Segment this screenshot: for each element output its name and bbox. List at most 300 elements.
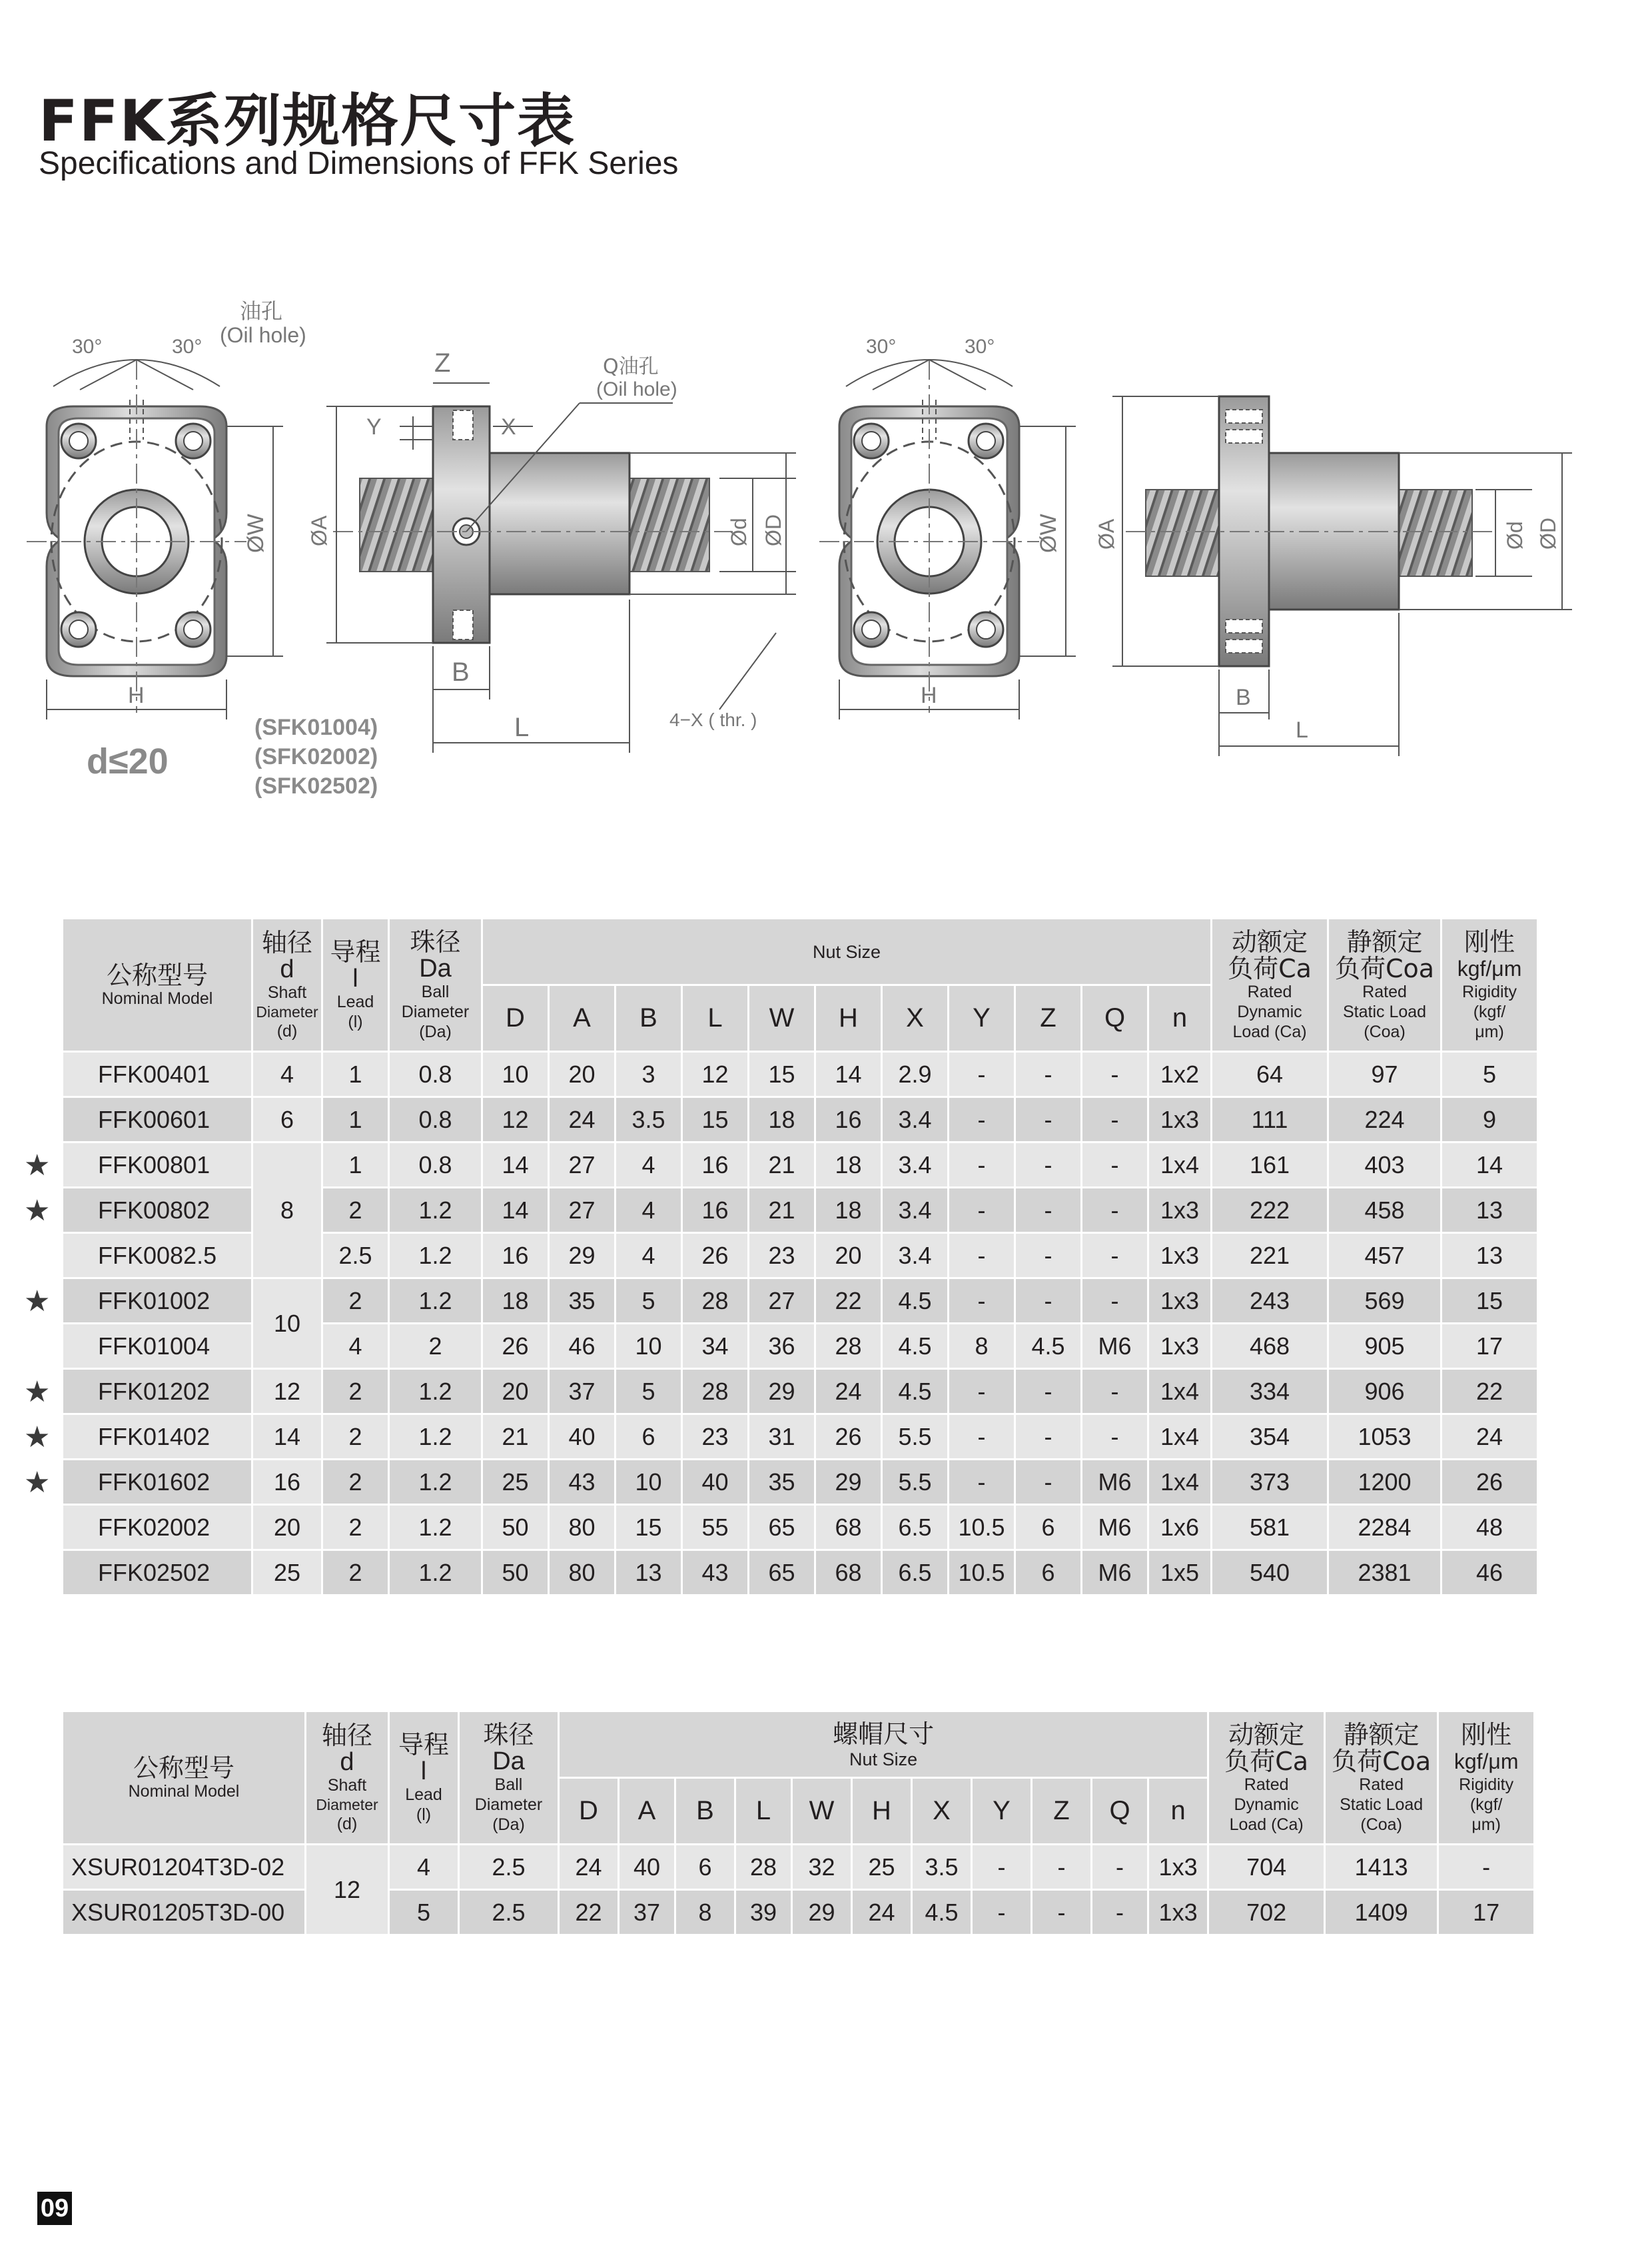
dim-x-cell: 2.9 [883, 1053, 949, 1098]
dim-x-cell: 3.4 [883, 1188, 949, 1234]
dim-h-label-right: H [921, 683, 937, 708]
dim-a-cell: 40 [620, 1845, 676, 1891]
static-load-cell: 97 [1329, 1053, 1442, 1098]
dim-q-cell: - [1082, 1415, 1149, 1460]
header-dim-n: n [1149, 1779, 1209, 1845]
shaft-diameter-cell: 6 [253, 1098, 323, 1143]
dim-x-cell: 3.4 [883, 1143, 949, 1188]
dim-w-cell: 21 [749, 1143, 816, 1188]
header-static-load: 静额定 负荷Coa Rated Static Load (Coa) [1329, 919, 1442, 1053]
model-cell: FFK02002 [63, 1506, 253, 1551]
dim-h-cell: 29 [816, 1460, 883, 1506]
dim-b-cell: 5 [616, 1279, 683, 1324]
dim-w-cell: 36 [749, 1324, 816, 1370]
header-lead: 导程 l Lead (l) [323, 919, 390, 1053]
dim-y-cell: - [949, 1234, 1016, 1279]
dim-h-cell: 24 [816, 1370, 883, 1415]
header-nut-size: 螺帽尺寸 Nut Size [560, 1712, 1209, 1779]
xsur-spec-table [63, 1712, 1535, 1936]
dim-d-large-label-right: ØD [1536, 518, 1560, 550]
dim-b-cell: 4 [616, 1234, 683, 1279]
dim-d-cell: 12 [483, 1098, 550, 1143]
shaft-diameter-cell: 8 [253, 1143, 323, 1279]
sfk-model: (SFK01004) [254, 715, 378, 740]
dim-a-cell: 29 [550, 1234, 616, 1279]
header-dim-z: Z [1032, 1779, 1092, 1845]
shaft-diameter-cell: 20 [253, 1506, 323, 1551]
dynamic-load-cell: 334 [1212, 1370, 1329, 1415]
dim-z-label: Z [434, 348, 451, 378]
angle-label-right-right-view: 30° [965, 336, 995, 358]
dim-h-cell: 68 [816, 1506, 883, 1551]
rigidity-cell: 9 [1442, 1098, 1539, 1143]
recommended-star-icon: ★ [24, 1376, 51, 1408]
header-dim-q: Q [1092, 1779, 1149, 1845]
dynamic-load-cell: 540 [1212, 1551, 1329, 1596]
dynamic-load-cell: 704 [1209, 1845, 1326, 1891]
dim-w-cell: 65 [749, 1551, 816, 1596]
angle-label-left-right-view: 30° [866, 336, 897, 358]
dim-n-cell: 1x5 [1149, 1551, 1212, 1596]
dim-b-cell: 3.5 [616, 1098, 683, 1143]
rigidity-cell: - [1439, 1845, 1535, 1891]
dim-q-cell: - [1082, 1370, 1149, 1415]
dim-n-cell: 1x3 [1149, 1845, 1209, 1891]
rigidity-cell: 13 [1442, 1188, 1539, 1234]
thread-label: 4−X ( thr. ) [669, 709, 757, 730]
dim-z-cell: - [1032, 1845, 1092, 1891]
static-load-cell: 1200 [1329, 1460, 1442, 1506]
recommended-star-icon: ★ [24, 1149, 51, 1182]
header-model: 公称型号 Nominal Model [63, 1712, 306, 1845]
dim-w-cell: 21 [749, 1188, 816, 1234]
rigidity-cell: 17 [1439, 1891, 1535, 1936]
dim-w-cell: 32 [793, 1845, 853, 1891]
dynamic-load-cell: 64 [1212, 1053, 1329, 1098]
dim-q-cell: M6 [1082, 1324, 1149, 1370]
dim-l-cell: 26 [683, 1234, 749, 1279]
header-dim-z: Z [1016, 986, 1082, 1053]
dim-y-cell: - [973, 1845, 1032, 1891]
angle-label-right: 30° [172, 336, 203, 358]
dim-q-cell: - [1092, 1891, 1149, 1936]
dim-q-cell: - [1092, 1845, 1149, 1891]
header-dynamic-load: 动额定 负荷Ca Rated Dynamic Load (Ca) [1212, 919, 1329, 1053]
dim-z-cell: 6 [1016, 1506, 1082, 1551]
ball-diameter-cell: 0.8 [390, 1143, 483, 1188]
header-rigidity: 刚性 kgf/μm Rigidity (kgf/ μm) [1442, 919, 1539, 1053]
dim-n-cell: 1x4 [1149, 1370, 1212, 1415]
page-subtitle: Specifications and Dimensions of FFK Series [39, 146, 679, 181]
model-cell: FFK0082.5 [63, 1234, 253, 1279]
dim-a-cell: 80 [550, 1506, 616, 1551]
dim-d-cell: 18 [483, 1279, 550, 1324]
dim-q-cell: M6 [1082, 1460, 1149, 1506]
dynamic-load-cell: 702 [1209, 1891, 1326, 1936]
header-dim-q: Q [1082, 986, 1149, 1053]
model-cell: FFK01402 [63, 1415, 253, 1460]
header-dim-l: L [736, 1779, 793, 1845]
dim-n-cell: 1x6 [1149, 1506, 1212, 1551]
q-oil-hole-label-en: (Oil hole) [596, 378, 677, 400]
header-ball: 珠径 Da Ball Diameter (Da) [390, 919, 483, 1053]
dim-l-cell: 34 [683, 1324, 749, 1370]
ball-diameter-cell: 1.2 [390, 1506, 483, 1551]
shaft-diameter-cell: 14 [253, 1415, 323, 1460]
lead-cell: 2 [323, 1188, 390, 1234]
dim-z-cell: - [1016, 1234, 1082, 1279]
shaft-diameter-cell: 16 [253, 1460, 323, 1506]
ball-diameter-cell: 2 [390, 1324, 483, 1370]
dim-x-cell: 5.5 [883, 1460, 949, 1506]
dim-l-label-left: L [514, 713, 530, 742]
dim-q-cell: - [1082, 1279, 1149, 1324]
dim-d-cell: 50 [483, 1506, 550, 1551]
dim-a-cell: 27 [550, 1188, 616, 1234]
shaft-diameter-cell: 12 [253, 1370, 323, 1415]
lead-cell: 2 [323, 1370, 390, 1415]
ffk-spec-table [63, 919, 1539, 1596]
dim-y-cell: - [973, 1891, 1032, 1936]
header-dim-d: D [483, 986, 550, 1053]
dim-a-cell: 20 [550, 1053, 616, 1098]
shaft-diameter-cell: 4 [253, 1053, 323, 1098]
table-row [63, 1370, 1539, 1415]
lead-cell: 1 [323, 1098, 390, 1143]
sfk-model-list [254, 713, 378, 801]
dim-a-cell: 35 [550, 1279, 616, 1324]
rigidity-cell: 17 [1442, 1324, 1539, 1370]
dim-w-label-right: ØW [1036, 514, 1061, 553]
table-row [63, 1143, 1539, 1188]
static-load-cell: 906 [1329, 1370, 1442, 1415]
rigidity-cell: 26 [1442, 1460, 1539, 1506]
ball-diameter-cell: 1.2 [390, 1234, 483, 1279]
dim-y-cell: - [949, 1143, 1016, 1188]
dim-n-cell: 1x4 [1149, 1415, 1212, 1460]
header-dim-b: B [676, 1779, 736, 1845]
dim-h-cell: 28 [816, 1324, 883, 1370]
header-dim-y: Y [973, 1779, 1032, 1845]
static-load-cell: 569 [1329, 1279, 1442, 1324]
dim-a-cell: 43 [550, 1460, 616, 1506]
dim-x-label: X [501, 414, 516, 440]
table-row [63, 1053, 1539, 1098]
dim-h-cell: 16 [816, 1098, 883, 1143]
header-shaft: 轴径 d Shaft Diameter (d) [253, 919, 323, 1053]
ball-diameter-cell: 1.2 [390, 1279, 483, 1324]
dim-h-cell: 24 [853, 1891, 913, 1936]
dim-y-cell: - [949, 1188, 1016, 1234]
dim-n-cell: 1x3 [1149, 1234, 1212, 1279]
model-cell: FFK00401 [63, 1053, 253, 1098]
header-dim-l: L [683, 986, 749, 1053]
dim-a-cell: 40 [550, 1415, 616, 1460]
header-dim-x: X [913, 1779, 973, 1845]
model-cell: FFK01004 [63, 1324, 253, 1370]
dim-h-label: H [128, 683, 145, 708]
dim-b-label-left: B [452, 658, 470, 687]
header-dynamic-load: 动额定 负荷Ca Rated Dynamic Load (Ca) [1209, 1712, 1326, 1845]
dim-z-cell: - [1032, 1891, 1092, 1936]
ball-diameter-cell: 2.5 [460, 1845, 560, 1891]
rigidity-cell: 48 [1442, 1506, 1539, 1551]
dim-h-cell: 18 [816, 1143, 883, 1188]
header-dim-a: A [550, 986, 616, 1053]
dim-l-cell: 43 [683, 1551, 749, 1596]
header-dim-w: W [749, 986, 816, 1053]
ball-diameter-cell: 1.2 [390, 1370, 483, 1415]
dim-l-cell: 15 [683, 1098, 749, 1143]
dim-w-cell: 15 [749, 1053, 816, 1098]
static-load-cell: 1409 [1326, 1891, 1439, 1936]
dim-x-cell: 4.5 [883, 1324, 949, 1370]
dim-x-cell: 3.4 [883, 1098, 949, 1143]
dim-x-cell: 4.5 [883, 1370, 949, 1415]
ball-diameter-cell: 1.2 [390, 1415, 483, 1460]
dim-d-cell: 24 [560, 1845, 620, 1891]
rigidity-cell: 15 [1442, 1279, 1539, 1324]
dim-h-cell: 68 [816, 1551, 883, 1596]
dim-l-cell: 16 [683, 1188, 749, 1234]
lead-cell: 4 [390, 1845, 460, 1891]
q-oil-hole-label-cn: Q油孔 [603, 355, 659, 378]
dim-q-cell: - [1082, 1234, 1149, 1279]
dim-h-cell: 18 [816, 1188, 883, 1234]
dim-l-cell: 12 [683, 1053, 749, 1098]
lead-cell: 2 [323, 1279, 390, 1324]
shaft-diameter-cell: 12 [306, 1845, 390, 1936]
model-cell: FFK01202 [63, 1370, 253, 1415]
header-model: 公称型号 Nominal Model [63, 919, 253, 1053]
header-dim-x: X [883, 986, 949, 1053]
dim-n-cell: 1x2 [1149, 1053, 1212, 1098]
header-dim-b: B [616, 986, 683, 1053]
header-lead: 导程 l Lead (l) [390, 1712, 460, 1845]
dim-h-cell: 20 [816, 1234, 883, 1279]
dim-z-cell: 6 [1016, 1551, 1082, 1596]
lead-cell: 2 [323, 1415, 390, 1460]
dim-b-cell: 10 [616, 1460, 683, 1506]
lead-cell: 4 [323, 1324, 390, 1370]
dynamic-load-cell: 111 [1212, 1098, 1329, 1143]
dim-w-cell: 65 [749, 1506, 816, 1551]
dim-d-large-label-left: ØD [761, 514, 785, 546]
dim-x-cell: 4.5 [883, 1279, 949, 1324]
recommended-star-icon: ★ [24, 1194, 51, 1227]
shaft-diameter-cell: 10 [253, 1279, 323, 1370]
ball-diameter-cell: 1.2 [390, 1551, 483, 1596]
dim-l-cell: 28 [683, 1370, 749, 1415]
dim-h-cell: 14 [816, 1053, 883, 1098]
dim-b-cell: 4 [616, 1143, 683, 1188]
rigidity-cell: 5 [1442, 1053, 1539, 1098]
dim-a-cell: 27 [550, 1143, 616, 1188]
dim-x-cell: 6.5 [883, 1551, 949, 1596]
static-load-cell: 2284 [1329, 1506, 1442, 1551]
dim-y-cell: 10.5 [949, 1551, 1016, 1596]
ball-diameter-cell: 1.2 [390, 1188, 483, 1234]
header-ball: 珠径 Da Ball Diameter (Da) [460, 1712, 560, 1845]
static-load-cell: 2381 [1329, 1551, 1442, 1596]
static-load-cell: 457 [1329, 1234, 1442, 1279]
lead-cell: 1 [323, 1053, 390, 1098]
dim-y-cell: - [949, 1098, 1016, 1143]
dim-n-cell: 1x4 [1149, 1143, 1212, 1188]
nut-technical-drawings [0, 286, 1652, 806]
dim-y-cell: 10.5 [949, 1506, 1016, 1551]
dim-x-cell: 4.5 [913, 1891, 973, 1936]
sfk-model: (SFK02502) [254, 773, 378, 799]
header-dim-d: D [560, 1779, 620, 1845]
table-row [63, 1460, 1539, 1506]
dim-y-cell: - [949, 1460, 1016, 1506]
dynamic-load-cell: 468 [1212, 1324, 1329, 1370]
dim-l-label-right: L [1296, 717, 1308, 743]
dim-l-cell: 40 [683, 1460, 749, 1506]
dim-a-cell: 37 [550, 1370, 616, 1415]
dim-b-cell: 5 [616, 1370, 683, 1415]
rigidity-cell: 13 [1442, 1234, 1539, 1279]
dim-q-cell: - [1082, 1098, 1149, 1143]
header-dim-a: A [620, 1779, 676, 1845]
dim-a-cell: 80 [550, 1551, 616, 1596]
dim-z-cell: - [1016, 1053, 1082, 1098]
table-row [63, 1891, 1535, 1936]
header-nut-size: Nut Size [483, 919, 1212, 986]
dim-w-cell: 29 [749, 1370, 816, 1415]
dim-a-label-left: ØA [307, 515, 331, 546]
model-cell: FFK00801 [63, 1143, 253, 1188]
model-cell: FFK00802 [63, 1188, 253, 1234]
recommended-star-icon: ★ [24, 1466, 51, 1499]
ball-diameter-cell: 1.2 [390, 1460, 483, 1506]
dim-b-cell: 8 [676, 1891, 736, 1936]
dim-y-cell: 8 [949, 1324, 1016, 1370]
dim-w-cell: 18 [749, 1098, 816, 1143]
dim-q-cell: M6 [1082, 1551, 1149, 1596]
lead-cell: 2 [323, 1506, 390, 1551]
dim-n-cell: 1x4 [1149, 1460, 1212, 1506]
dim-w-cell: 35 [749, 1460, 816, 1506]
model-cell: FFK02502 [63, 1551, 253, 1596]
dim-d-cell: 14 [483, 1143, 550, 1188]
dim-q-cell: M6 [1082, 1506, 1149, 1551]
recommended-star-icon: ★ [24, 1421, 51, 1454]
dim-d-cell: 21 [483, 1415, 550, 1460]
dim-q-cell: - [1082, 1053, 1149, 1098]
dim-w-cell: 31 [749, 1415, 816, 1460]
dim-z-cell: - [1016, 1143, 1082, 1188]
lead-cell: 5 [390, 1891, 460, 1936]
dim-z-cell: - [1016, 1415, 1082, 1460]
ball-diameter-cell: 0.8 [390, 1053, 483, 1098]
ball-diameter-cell: 0.8 [390, 1098, 483, 1143]
dim-l-cell: 23 [683, 1415, 749, 1460]
header-dim-h: H [853, 1779, 913, 1845]
dim-z-cell: - [1016, 1279, 1082, 1324]
static-load-cell: 403 [1329, 1143, 1442, 1188]
table-row [63, 1098, 1539, 1143]
header-static-load: 静额定 负荷Coa Rated Static Load (Coa) [1326, 1712, 1439, 1845]
dim-w-cell: 27 [749, 1279, 816, 1324]
dynamic-load-cell: 222 [1212, 1188, 1329, 1234]
lead-cell: 2 [323, 1460, 390, 1506]
dim-y-cell: - [949, 1279, 1016, 1324]
sfk-model: (SFK02002) [254, 744, 378, 769]
dim-z-cell: - [1016, 1098, 1082, 1143]
static-load-cell: 1053 [1329, 1415, 1442, 1460]
dynamic-load-cell: 373 [1212, 1460, 1329, 1506]
dim-y-cell: - [949, 1415, 1016, 1460]
dim-h-cell: 26 [816, 1415, 883, 1460]
rigidity-cell: 46 [1442, 1551, 1539, 1596]
oil-hole-label-cn: 油孔 [240, 298, 283, 324]
diameter-range-label: d≤20 [87, 741, 169, 781]
header-dim-y: Y [949, 986, 1016, 1053]
static-load-cell: 1413 [1326, 1845, 1439, 1891]
static-load-cell: 905 [1329, 1324, 1442, 1370]
dim-n-cell: 1x3 [1149, 1188, 1212, 1234]
dim-z-cell: 4.5 [1016, 1324, 1082, 1370]
dim-q-cell: - [1082, 1143, 1149, 1188]
model-cell: FFK01602 [63, 1460, 253, 1506]
dim-w-label: ØW [243, 514, 268, 553]
dynamic-load-cell: 243 [1212, 1279, 1329, 1324]
table-row [63, 1279, 1539, 1324]
model-cell: FFK01002 [63, 1279, 253, 1324]
dim-w-cell: 23 [749, 1234, 816, 1279]
dim-h-cell: 25 [853, 1845, 913, 1891]
dim-x-cell: 3.5 [913, 1845, 973, 1891]
rigidity-cell: 14 [1442, 1143, 1539, 1188]
oil-hole-label-en: (Oil hole) [220, 323, 306, 347]
dim-d-cell: 26 [483, 1324, 550, 1370]
dim-z-cell: - [1016, 1460, 1082, 1506]
header-dim-n: n [1149, 986, 1212, 1053]
dim-d-cell: 25 [483, 1460, 550, 1506]
dim-b-cell: 13 [616, 1551, 683, 1596]
dim-z-cell: - [1016, 1370, 1082, 1415]
dim-h-cell: 22 [816, 1279, 883, 1324]
dim-w-cell: 29 [793, 1891, 853, 1936]
model-cell: FFK00601 [63, 1098, 253, 1143]
dim-y-cell: - [949, 1370, 1016, 1415]
dim-d-cell: 22 [560, 1891, 620, 1936]
table-row [63, 1551, 1539, 1596]
dim-a-cell: 46 [550, 1324, 616, 1370]
dim-d-small-label-right: Ød [1503, 521, 1527, 550]
model-cell: XSUR01205T3D-00 [63, 1891, 306, 1936]
dim-b-cell: 6 [616, 1415, 683, 1460]
dim-a-label-right: ØA [1094, 518, 1118, 550]
dim-n-cell: 1x3 [1149, 1279, 1212, 1324]
dim-d-cell: 50 [483, 1551, 550, 1596]
dim-n-cell: 1x3 [1149, 1098, 1212, 1143]
rigidity-cell: 22 [1442, 1370, 1539, 1415]
dynamic-load-cell: 221 [1212, 1234, 1329, 1279]
side-view-right [1112, 396, 1572, 756]
dim-b-cell: 6 [676, 1845, 736, 1891]
lead-cell: 2.5 [323, 1234, 390, 1279]
static-load-cell: 458 [1329, 1188, 1442, 1234]
dim-a-cell: 24 [550, 1098, 616, 1143]
angle-label-left: 30° [72, 336, 103, 358]
dim-x-cell: 6.5 [883, 1506, 949, 1551]
lead-cell: 1 [323, 1143, 390, 1188]
table-row [63, 1506, 1539, 1551]
page-title: FFK系列规格尺寸表 [39, 88, 576, 155]
